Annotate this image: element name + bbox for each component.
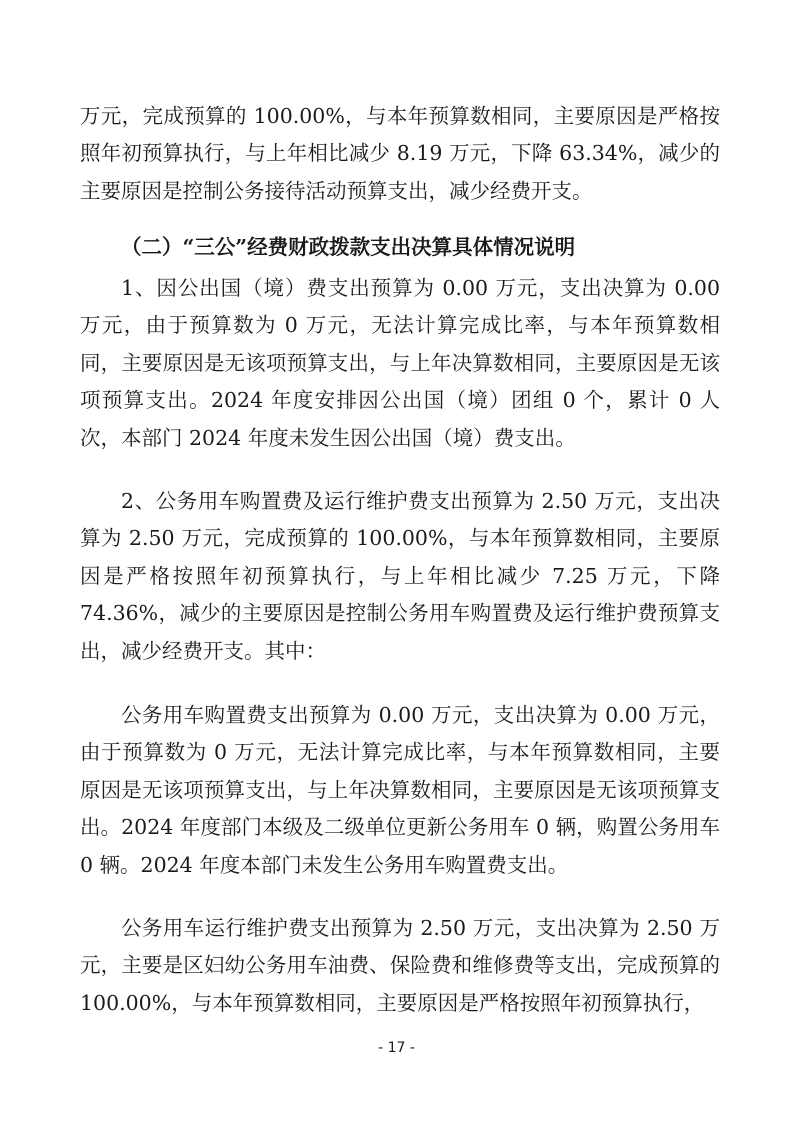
- paragraph-vehicle-purchase: 公务用车购置费支出预算为 0.00 万元，支出决算为 0.00 万元，由于预算数为 0 万元，无法计算完成比率，与本年预算数相同，主要原因是无该项预算支出，与上年决算数相同，主要原因是无该项预算支出。2024 年度部门本级及二级单位更新公务用车 0 辆，购置公务用车 0 辆。2024 年度本部门未发生公务用车购置费支出。: [80, 703, 720, 877]
- section-heading: （二）“三公”经费财政拨款支出决算具体情况说明: [121, 235, 576, 259]
- page-number: - 17 -: [378, 1040, 415, 1056]
- paragraph-overseas-travel: 1、因公出国（境）费支出预算为 0.00 万元，支出决算为 0.00 万元，由于预算数为 0 万元，无法计算完成比率，与本年预算数相同，主要原因是无该项预算支出，与上年决算数相同，主要原因是无该项预算支出。2024 年度安排因公出国（境）团组 0 个，累计 0 人次，本部门 2024 年度未发生因公出国（境）费支出。: [80, 276, 720, 450]
- paragraph-vehicle-operation: 公务用车运行维护费支出预算为 2.50 万元，支出决算为 2.50 万元，主要是区妇幼公务用车油费、保险费和维修费等支出，完成预算的 100.00%，与本年预算数相同，主要原因是严格按照年初预算执行，: [80, 916, 720, 1015]
- paragraph-vehicle-expenses: 2、公务用车购置费及运行维护费支出预算为 2.50 万元，支出决算为 2.50 万元，完成预算的 100.00%，与本年预算数相同，主要原因是严格按照年初预算执行，与上年相比减少 7.25 万元，下降 74.36%，减少的主要原因是控制公务用车购置费及运行维护费预算支出，减少经费开支。其中：: [80, 489, 720, 663]
- paragraph-continuation: 万元，完成预算的 100.00%，与本年预算数相同，主要原因是严格按照年初预算执行，与上年相比减少 8.19 万元，下降 63.34%，减少的主要原因是控制公务接待活动预算支出，减少经费开支。: [80, 104, 720, 203]
